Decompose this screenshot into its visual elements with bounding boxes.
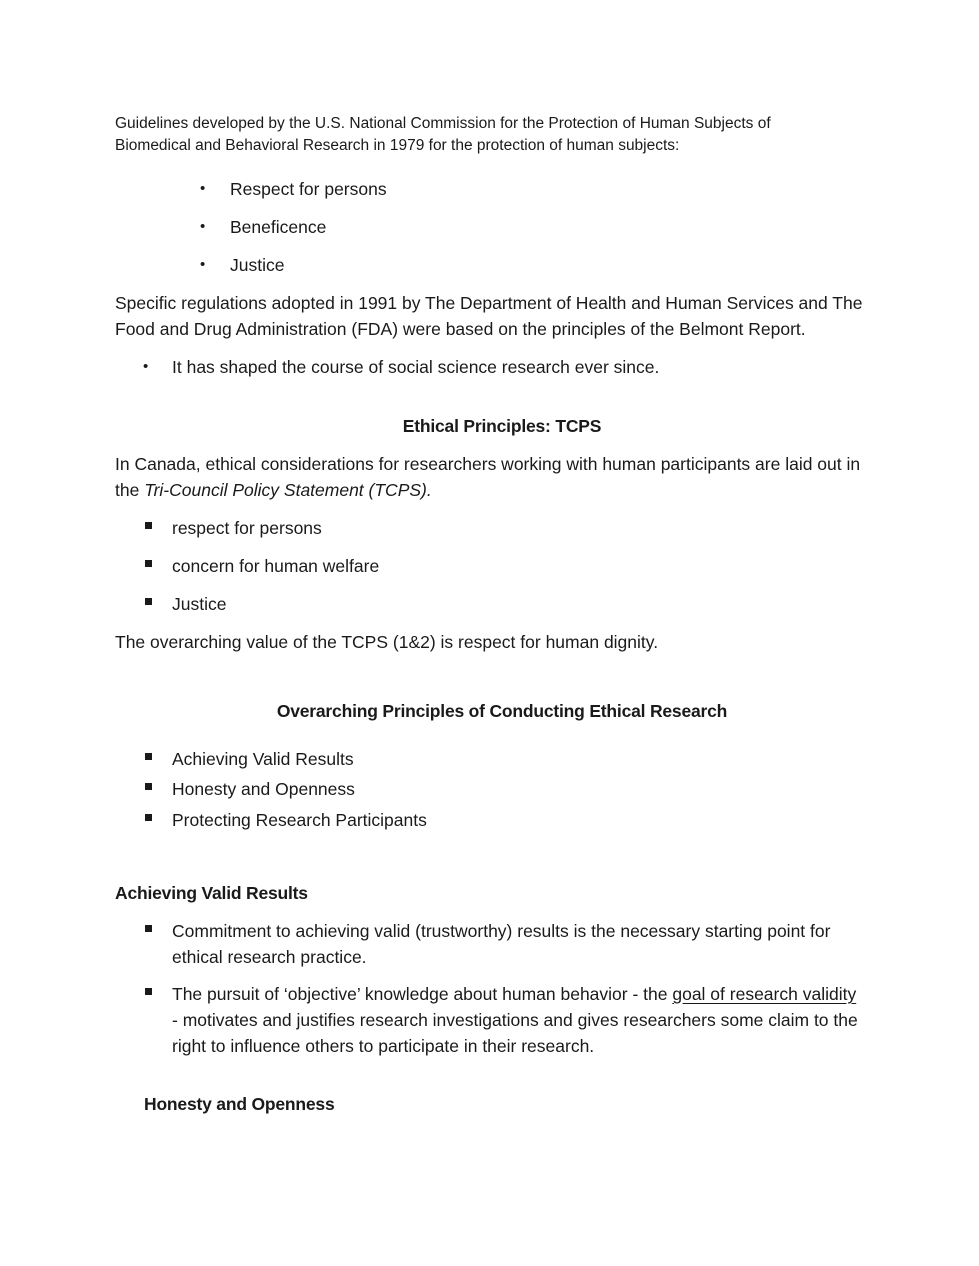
bullet-square: [145, 988, 152, 995]
bullet-2-text-end: - motivates and justifies research investigations and gives researchers some claim to the right to influence others to participate in their research.: [172, 1010, 858, 1056]
bullet-square: [145, 753, 152, 760]
list-item: Honesty and Openness: [172, 779, 355, 799]
list-item: Justice: [172, 594, 227, 614]
intro-paragraph: Guidelines developed by the U.S. National Commission for the Protection of Human Subjects of Biomedical and Behavioral Research in 1979 for the protection of human subjects:: [115, 115, 771, 154]
research-validity-underline: goal of research validity: [672, 984, 857, 1004]
bullet-square: [145, 814, 152, 821]
bullet-dot: •: [200, 256, 206, 273]
list-item: respect for persons: [172, 518, 322, 538]
honesty-heading: Honesty and Openness: [144, 1094, 335, 1114]
bullet-square: [145, 560, 152, 567]
valid-results-bullet-1: Commitment to achieving valid (trustworthy) results is the necessary starting point for ethical research practice.: [172, 921, 831, 967]
bullet-2-text: The pursuit of ‘objective’ knowledge about human behavior - the: [172, 984, 673, 1004]
list-item: concern for human welfare: [172, 556, 380, 576]
list-item: Protecting Research Participants: [172, 810, 427, 830]
valid-results-heading: Achieving Valid Results: [115, 883, 308, 903]
bullet-dot: •: [200, 218, 206, 235]
valid-results-bullet-2: [172, 981, 862, 1059]
tcps-paragraph: [115, 451, 865, 503]
list-item: Justice: [230, 255, 285, 275]
overarching-heading: Overarching Principles of Conducting Ethical Research: [276, 701, 728, 721]
list-item: Respect for persons: [230, 179, 387, 199]
bullet-dot: •: [143, 358, 149, 375]
bullet-square: [145, 783, 152, 790]
tcps-heading: Ethical Principles: TCPS: [402, 416, 602, 436]
list-item: Achieving Valid Results: [172, 749, 354, 769]
tcps-title-italic: Tri-Council Policy Statement (TCPS).: [144, 480, 432, 500]
tcps-paragraph-text: In Canada, ethical considerations for researchers working with human participants are laid out in the: [115, 454, 861, 500]
list-item: Beneficence: [230, 217, 327, 237]
bullet-square: [145, 925, 152, 932]
list-item: It has shaped the course of social science research ever since.: [172, 357, 660, 377]
bullet-dot: •: [200, 180, 206, 197]
regulations-paragraph: Specific regulations adopted in 1991 by The Department of Health and Human Services and The Food and Drug Administration (FDA) were based on the principles of the Belmont Report.: [115, 293, 863, 339]
bullet-square: [145, 522, 152, 529]
tcps-value-paragraph: The overarching value of the TCPS (1&2) is respect for human dignity.: [115, 632, 659, 652]
bullet-square: [145, 598, 152, 605]
